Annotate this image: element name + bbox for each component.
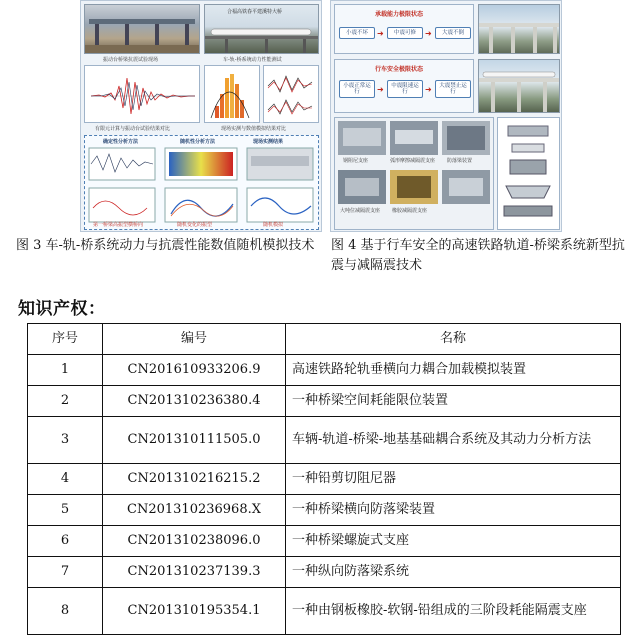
- patent-name: 一种桥梁螺旋式支座: [286, 526, 621, 557]
- table-row: [28, 417, 621, 464]
- table-row: [28, 588, 621, 635]
- row-index: 8: [28, 588, 103, 635]
- panel-caption-4: 现场实测与数值模拟结果对比: [221, 126, 287, 132]
- column-header-name: 名称: [286, 324, 621, 355]
- product-label-3: 防落梁装置: [447, 158, 473, 164]
- time-history-plot: [84, 65, 200, 123]
- bridge-photo-bottom: [478, 59, 560, 113]
- column-header-index: 序号: [28, 324, 103, 355]
- train-viaduct-graphic: [479, 60, 559, 112]
- patent-number: CN201310238096.0: [103, 526, 286, 557]
- row-index: 7: [28, 557, 103, 588]
- row-index: 1: [28, 355, 103, 386]
- bottom-label-1: 第一桥梁高振型横桥向: [93, 222, 144, 228]
- table-row: [28, 526, 621, 557]
- bearing-level-3: 大震不倒: [435, 27, 471, 39]
- methods-block: [84, 135, 319, 230]
- comparison-graphic: [264, 66, 318, 122]
- patent-name: 一种桥梁空间耗能限位装置: [286, 386, 621, 417]
- patent-number: CN201310216215.2: [103, 464, 286, 495]
- arrow-right-icon: ➜: [377, 85, 384, 94]
- figure-3-caption: 图 3 车-轨-桥系统动力与抗震性能数值随机模拟技术: [16, 238, 315, 253]
- arrow-right-icon: ➜: [425, 85, 432, 94]
- table-row: [28, 464, 621, 495]
- isolation-bearing-diagram: [497, 117, 560, 230]
- bridge-photo-top: [478, 4, 560, 54]
- table-header-row: [28, 324, 621, 355]
- table-row: [28, 495, 621, 526]
- patent-name: 高速铁路轮轨垂横向力耦合加载模拟装置: [286, 355, 621, 386]
- patent-name: 车辆-轨道-桥梁-地基基础耦合系统及其动力分析方法: [286, 417, 621, 464]
- product-label-5: 橡胶减隔震支座: [392, 208, 428, 214]
- patent-number: CN201310111505.0: [103, 417, 286, 464]
- method-label-random: 随机性分析方法: [180, 139, 216, 145]
- product-label-2: 弧形摩擦减隔震支座: [390, 158, 436, 164]
- bearing-capacity-box: [334, 4, 474, 54]
- table-row: [28, 386, 621, 417]
- train-bridge-photo: [204, 4, 319, 54]
- patent-table: [27, 323, 621, 635]
- histogram-graphic: [205, 66, 259, 122]
- bearing-level-2: 中震可修: [387, 27, 423, 39]
- running-level-2: 中震限速运行: [387, 80, 423, 98]
- patent-number: CN201310236380.4: [103, 386, 286, 417]
- panel-caption-1: 振动台桥梁抗震试验现场: [103, 57, 159, 63]
- patent-name: 一种铅剪切阻尼器: [286, 464, 621, 495]
- running-level-1: 小震正常运行: [339, 80, 375, 98]
- photo-label: 合福高铁春平建溪特大桥: [227, 9, 283, 15]
- panel-caption-3: 有限元计算与振动台试验结果对比: [95, 126, 171, 132]
- panel-caption-2: 车-轨-桥系统动力性能测试: [223, 57, 282, 63]
- arrow-right-icon: ➜: [425, 29, 432, 38]
- bearing-level-1: 小震不坏: [339, 27, 375, 39]
- exploded-bearing-graphic: [498, 118, 559, 229]
- methods-graphic: [85, 146, 318, 230]
- comparison-plot: [263, 65, 319, 123]
- row-index: 3: [28, 417, 103, 464]
- running-level-3: 大震禁止运行: [435, 80, 471, 98]
- row-index: 6: [28, 526, 103, 557]
- patent-name: 一种桥梁横向防落梁装置: [286, 495, 621, 526]
- row-index: 5: [28, 495, 103, 526]
- figure-3-image: [80, 0, 322, 232]
- running-box-title: 行车安全极限状态: [375, 66, 424, 73]
- method-label-field: 现场实测结果: [253, 139, 284, 145]
- product-label-4: 大吨位减隔震支座: [340, 208, 381, 214]
- viaduct-graphic: [479, 5, 559, 53]
- patent-number: CN201310195354.1: [103, 588, 286, 635]
- row-index: 2: [28, 386, 103, 417]
- shake-table-photo: [84, 4, 200, 54]
- waveform-graphic: [85, 66, 199, 122]
- bottom-label-3: 随机模拟: [263, 222, 284, 228]
- method-label-deterministic: 确定性分析方法: [103, 139, 139, 145]
- ip-section-heading: 知识产权：: [18, 299, 106, 319]
- arrow-right-icon: ➜: [377, 29, 384, 38]
- running-safety-box: [334, 59, 474, 113]
- row-index: 4: [28, 464, 103, 495]
- patent-number: CN201310237139.3: [103, 557, 286, 588]
- distribution-plot: [204, 65, 260, 123]
- figure-4-caption: 图 4 基于行车安全的高速铁路轨道-桥梁系统新型抗震与减隔震技术: [331, 238, 625, 273]
- patent-number: CN201610933206.9: [103, 355, 286, 386]
- bearing-box-title: 承载能力极限状态: [375, 11, 424, 18]
- table-row: [28, 355, 621, 386]
- patent-name: 一种纵向防落梁系统: [286, 557, 621, 588]
- product-label-1: 钢阻尼支座: [343, 158, 369, 164]
- products-grid: [334, 117, 494, 230]
- column-header-number: 编号: [103, 324, 286, 355]
- patent-name: 一种由钢板橡胶-软钢-铅组成的三阶段耗能隔震支座: [286, 588, 621, 635]
- bridge-model-graphic: [85, 5, 199, 53]
- patent-number: CN201310236968.X: [103, 495, 286, 526]
- table-row: [28, 557, 621, 588]
- bottom-label-2: 随机变化的振型: [177, 222, 213, 228]
- figure-4-image: [330, 0, 562, 232]
